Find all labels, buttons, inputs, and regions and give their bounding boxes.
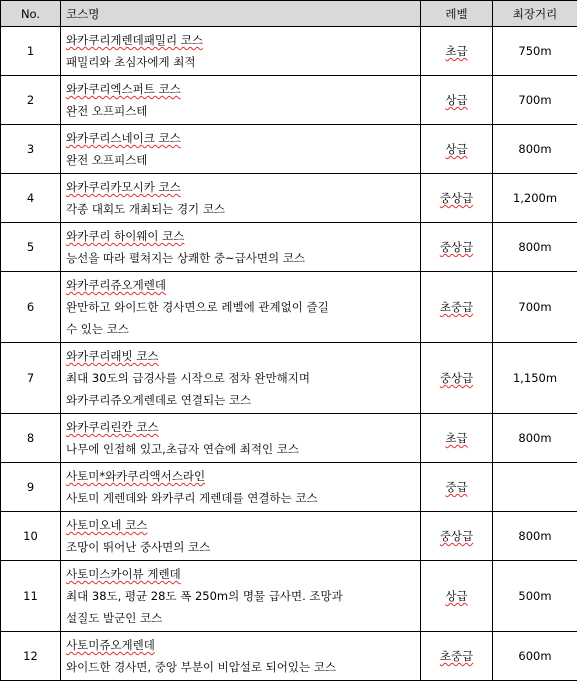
course-description: 와이드한 경사면, 중앙 부분이 비압설로 되어있는 코스 bbox=[66, 656, 416, 678]
course-distance: 800m bbox=[493, 125, 577, 174]
course-description: 능선을 따라 펼쳐지는 상쾌한 중~급사면의 코스 bbox=[66, 247, 416, 269]
course-description: 나무에 인접해 있고,초급자 연습에 최적인 코스 bbox=[66, 438, 416, 460]
course-title: 와카쿠리래빗 코스 bbox=[66, 345, 416, 367]
course-name-cell bbox=[61, 414, 421, 463]
course-level-text: 중상급 bbox=[440, 240, 473, 254]
course-level bbox=[421, 174, 493, 223]
table-body bbox=[1, 27, 577, 681]
course-title: 와카쿠리카모시카 코스 bbox=[66, 176, 416, 198]
course-name-cell bbox=[61, 632, 421, 681]
course-level bbox=[421, 272, 493, 343]
row-number: 4 bbox=[1, 174, 61, 223]
course-level-text: 초급 bbox=[445, 431, 467, 445]
course-level bbox=[421, 76, 493, 125]
course-level-text: 초중급 bbox=[440, 300, 473, 314]
course-name-cell bbox=[61, 223, 421, 272]
course-level-text: 상급 bbox=[445, 142, 467, 156]
table-row bbox=[1, 414, 577, 463]
course-distance: 1,200m bbox=[493, 174, 577, 223]
row-number: 3 bbox=[1, 125, 61, 174]
course-description: 사토미 게렌데와 와카쿠리 게렌데를 연결하는 코스 bbox=[66, 487, 416, 509]
course-name-cell bbox=[61, 343, 421, 414]
row-number: 1 bbox=[1, 27, 61, 76]
header-distance: 최장거리 bbox=[493, 1, 577, 27]
header-no: No. bbox=[1, 1, 61, 27]
course-title: 와카쿠리스네이크 코스 bbox=[66, 127, 416, 149]
course-name-cell bbox=[61, 512, 421, 561]
table-row bbox=[1, 223, 577, 272]
course-level bbox=[421, 223, 493, 272]
course-description: 설질도 발군인 코스 bbox=[66, 607, 416, 629]
course-level-text: 중상급 bbox=[440, 371, 473, 385]
course-level bbox=[421, 561, 493, 632]
course-distance: 600m bbox=[493, 632, 577, 681]
table-row bbox=[1, 76, 577, 125]
table-row bbox=[1, 343, 577, 414]
course-name-cell bbox=[61, 561, 421, 632]
course-level bbox=[421, 27, 493, 76]
course-distance bbox=[493, 463, 577, 512]
table-row bbox=[1, 125, 577, 174]
course-level bbox=[421, 463, 493, 512]
course-title: 와카쿠리엑스퍼트 코스 bbox=[66, 78, 416, 100]
course-title: 와카쿠리게렌데패밀리 코스 bbox=[66, 29, 416, 51]
header-course-name: 코스명 bbox=[61, 1, 421, 27]
table-row bbox=[1, 272, 577, 343]
course-description: 완전 오프피스테 bbox=[66, 100, 416, 122]
table-row bbox=[1, 463, 577, 512]
row-number: 6 bbox=[1, 272, 61, 343]
table-header-row bbox=[1, 1, 577, 27]
course-level bbox=[421, 414, 493, 463]
course-description: 완전 오프피스테 bbox=[66, 149, 416, 171]
row-number: 10 bbox=[1, 512, 61, 561]
course-distance: 1,150m bbox=[493, 343, 577, 414]
course-title: 사토미오네 코스 bbox=[66, 514, 416, 536]
course-description: 완만하고 와이드한 경사면으로 레벨에 관계없이 즐길 bbox=[66, 296, 416, 318]
table-row bbox=[1, 512, 577, 561]
table-row bbox=[1, 632, 577, 681]
course-title: 와카쿠리쥬오게렌데 bbox=[66, 274, 416, 296]
course-name-cell bbox=[61, 463, 421, 512]
course-distance: 500m bbox=[493, 561, 577, 632]
course-name-cell bbox=[61, 174, 421, 223]
course-distance: 700m bbox=[493, 76, 577, 125]
course-description: 수 있는 코스 bbox=[66, 318, 416, 340]
course-description: 최대 38도, 평균 28도 폭 250m의 명물 급사면. 조망과 bbox=[66, 585, 416, 607]
course-description: 각종 대회도 개최되는 경기 코스 bbox=[66, 198, 416, 220]
course-level bbox=[421, 125, 493, 174]
course-distance: 700m bbox=[493, 272, 577, 343]
course-distance: 800m bbox=[493, 414, 577, 463]
row-number: 5 bbox=[1, 223, 61, 272]
course-title: 와카쿠리린칸 코스 bbox=[66, 416, 416, 438]
row-number: 2 bbox=[1, 76, 61, 125]
course-level-text: 중급 bbox=[445, 480, 467, 494]
table-row bbox=[1, 174, 577, 223]
row-number: 12 bbox=[1, 632, 61, 681]
course-name-cell bbox=[61, 125, 421, 174]
row-number: 8 bbox=[1, 414, 61, 463]
course-title: 사토미쥬오게렌데 bbox=[66, 634, 416, 656]
course-title: 사토미*와카쿠리액서스라인 bbox=[66, 465, 416, 487]
course-description: 조망이 뛰어난 중사면의 코스 bbox=[66, 536, 416, 558]
course-name-cell bbox=[61, 27, 421, 76]
row-number: 11 bbox=[1, 561, 61, 632]
course-level bbox=[421, 343, 493, 414]
course-title: 와카쿠리 하이웨이 코스 bbox=[66, 225, 416, 247]
course-description: 패밀리와 초심자에게 최적 bbox=[66, 51, 416, 73]
course-distance: 800m bbox=[493, 223, 577, 272]
course-level-text: 초중급 bbox=[440, 649, 473, 663]
course-level-text: 중상급 bbox=[440, 529, 473, 543]
course-level bbox=[421, 632, 493, 681]
course-level-text: 중상급 bbox=[440, 191, 473, 205]
course-name-cell bbox=[61, 76, 421, 125]
course-title: 사토미스카이뷰 게렌데 bbox=[66, 563, 416, 585]
row-number: 7 bbox=[1, 343, 61, 414]
table-row bbox=[1, 27, 577, 76]
course-description: 최대 30도의 급경사를 시작으로 점차 완만해지며 bbox=[66, 367, 416, 389]
course-level-text: 상급 bbox=[445, 589, 467, 603]
table-row bbox=[1, 561, 577, 632]
course-name-cell bbox=[61, 272, 421, 343]
course-level bbox=[421, 512, 493, 561]
course-description: 와카쿠리쥬오게렌데로 연결되는 코스 bbox=[66, 389, 416, 411]
header-level: 레벨 bbox=[421, 1, 493, 27]
course-level-text: 초급 bbox=[445, 44, 467, 58]
course-level-text: 상급 bbox=[445, 93, 467, 107]
row-number: 9 bbox=[1, 463, 61, 512]
course-distance: 800m bbox=[493, 512, 577, 561]
course-distance: 750m bbox=[493, 27, 577, 76]
